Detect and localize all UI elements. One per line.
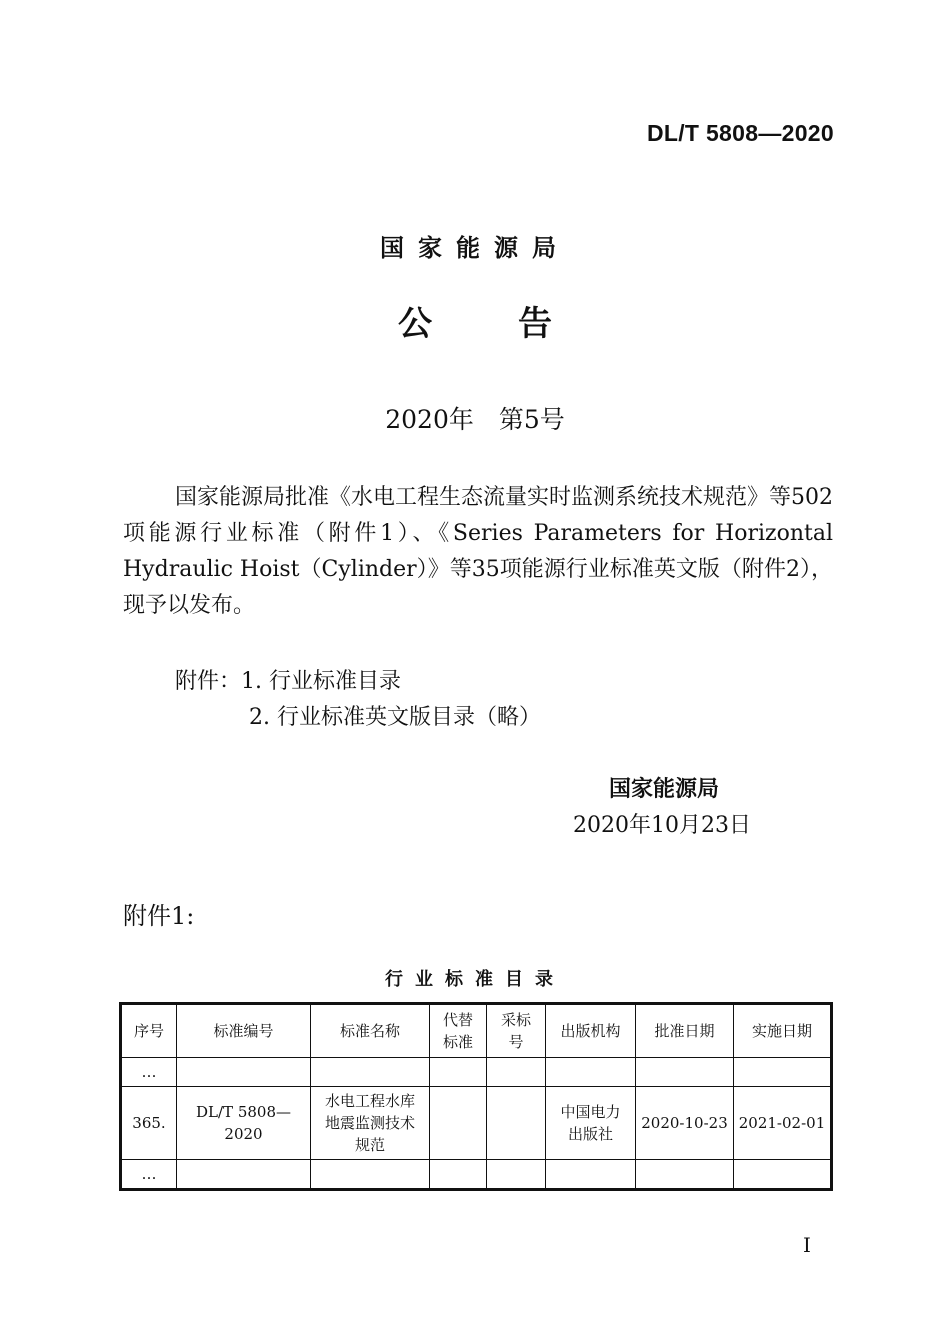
signature-agency: 国家能源局	[609, 777, 720, 802]
ellipsis-cell: …	[121, 1160, 177, 1190]
notice-body	[123, 480, 833, 624]
col-header-replaces: 代替标准	[430, 1004, 487, 1058]
table-row-ellipsis-top	[121, 1058, 832, 1087]
cell-adopted	[487, 1087, 546, 1160]
cell-effective: 2021-02-01	[734, 1087, 832, 1160]
cell-seq: 365.	[121, 1087, 177, 1160]
cell-name: 水电工程水库地震监测技术规范	[311, 1087, 430, 1160]
cell-approved: 2020-10-23	[636, 1087, 734, 1160]
col-header-seq: 序号	[121, 1004, 177, 1058]
standard-code: DL/T 5808—2020	[646, 120, 834, 146]
table-row-ellipsis-bottom	[121, 1160, 832, 1190]
table-row	[121, 1087, 832, 1160]
col-header-adopted: 采标号	[487, 1004, 546, 1058]
cell-publisher: 中国电力出版社	[546, 1087, 636, 1160]
col-header-code: 标准编号	[177, 1004, 311, 1058]
notice-title-part2: 告	[518, 304, 552, 344]
col-header-effective: 实施日期	[734, 1004, 832, 1058]
notice-body-paragraph: 国家能源局批准《水电工程生态流量实时监测系统技术规范》等502项能源行业标准（附件1）、《Series Parameters for Horizontal Hydraulic Hoist（Cylinder）》等35项能源行业标准英文版（附件2），现予以发布。	[123, 485, 833, 618]
cell-replaces	[430, 1087, 487, 1160]
attachment-2: 2. 行业标准英文版目录（略）	[249, 705, 541, 730]
col-header-approved: 批准日期	[636, 1004, 734, 1058]
table-header-row	[121, 1004, 832, 1058]
notice-title	[0, 296, 950, 345]
table-title: 行业标准目录	[385, 969, 565, 990]
page-number: I	[803, 1233, 811, 1257]
ellipsis-cell: …	[121, 1058, 177, 1087]
issuing-agency: 国家能源局	[380, 234, 570, 262]
notice-number: 2020年 第5号	[385, 405, 565, 434]
standards-catalog-table	[119, 1002, 833, 1191]
annex-label: 附件1:	[123, 902, 195, 930]
attachment-1: 附件：1. 行业标准目录	[175, 669, 401, 694]
col-header-publisher: 出版机构	[546, 1004, 636, 1058]
col-header-name: 标准名称	[311, 1004, 430, 1058]
notice-title-part1: 公	[398, 304, 432, 344]
signature-date: 2020年10月23日	[573, 813, 751, 838]
cell-code: DL/T 5808—2020	[177, 1087, 311, 1160]
